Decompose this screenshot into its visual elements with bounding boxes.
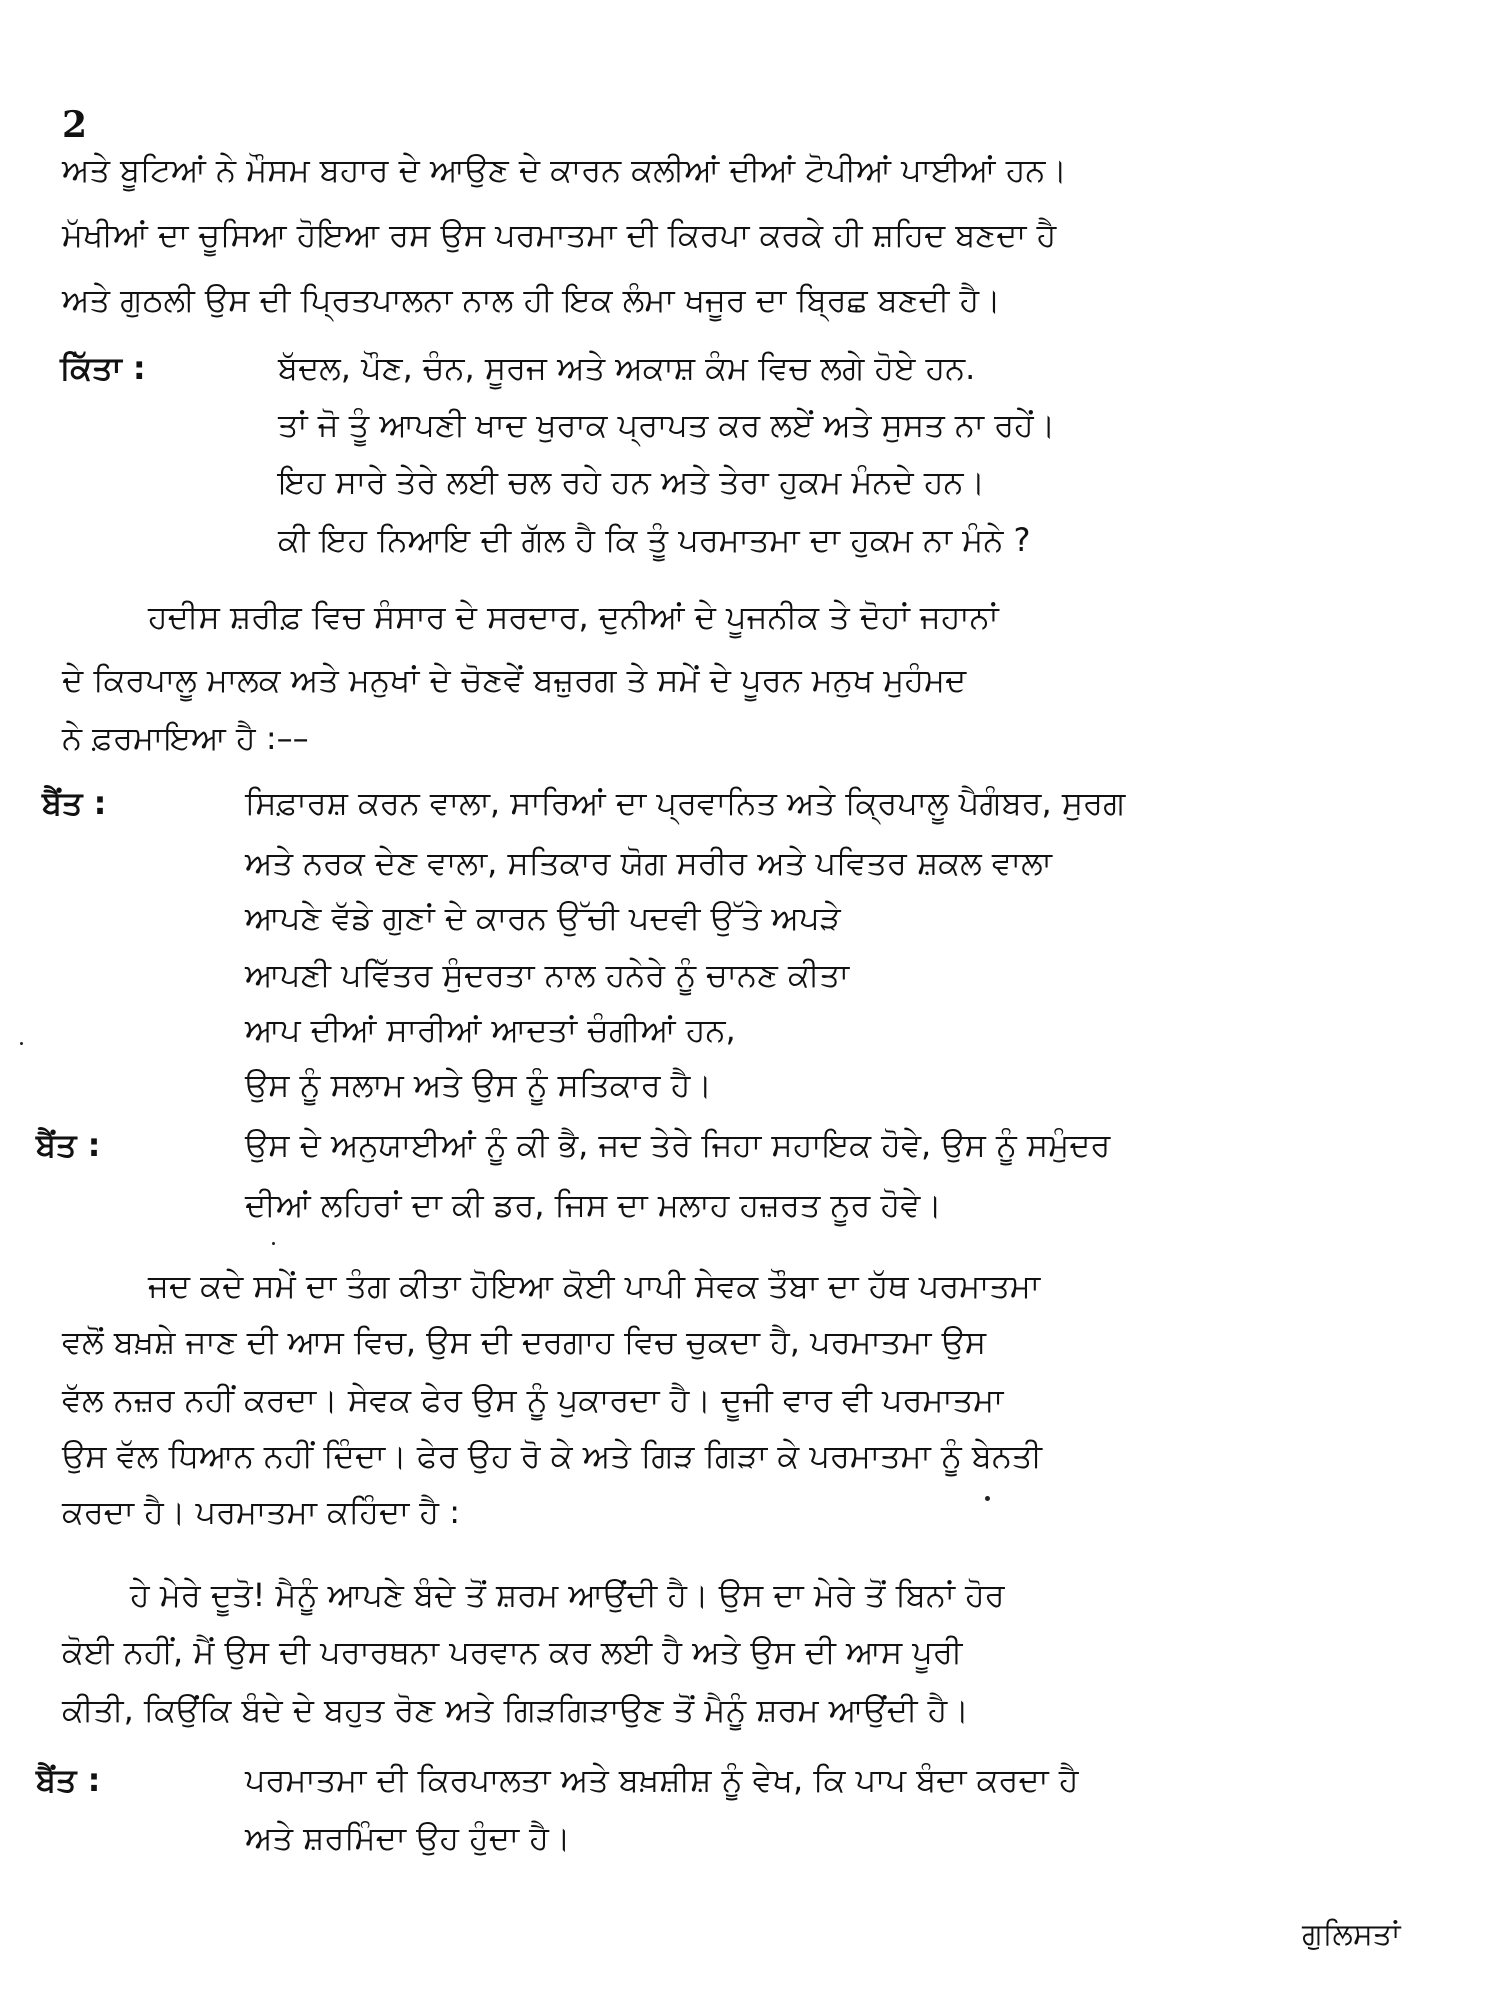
kitta-label: ਕਿੱਤਾ : bbox=[60, 349, 146, 387]
bait3-line-1: ਪਰਮਾਤਮਾ ਦੀ ਕਿਰਪਾਲਤਾ ਅਤੇ ਬਖ਼ਸ਼ੀਸ਼ ਨੂੰ ਵੇਖ, ਕਿ ਪਾਪ ਬੰਦਾ ਕਰਦਾ ਹੈ bbox=[245, 1761, 1079, 1799]
kitta-line-2: ਤਾਂ ਜੋ ਤੂੰ ਆਪਣੀ ਖਾਦ ਖੁਰਾਕ ਪ੍ਰਾਪਤ ਕਰ ਲਏਂ ਅਤੇ ਸੁਸਤ ਨਾ ਰਹੇਂ। bbox=[278, 406, 1056, 444]
source-attribution: ਗੁਲਿਸਤਾਂ bbox=[1302, 1917, 1401, 1952]
kitta-line-4: ਕੀ ਇਹ ਨਿਆਇ ਦੀ ਗੱਲ ਹੈ ਕਿ ਤੂੰ ਪਰਮਾਤਮਾ ਦਾ ਹੁਕਮ ਨਾ ਮੰਨੇ ? bbox=[278, 521, 1031, 559]
para3-line-1: ਜਦ ਕਦੇ ਸਮੇਂ ਦਾ ਤੰਗ ਕੀਤਾ ਹੋਇਆ ਕੋਈ ਪਾਪੀ ਸੇਵਕ ਤੌਬਾ ਦਾ ਹੱਥ ਪਰਮਾਤਮਾ bbox=[148, 1267, 1041, 1305]
bait1-line-6: ਉਸ ਨੂੰ ਸਲਾਮ ਅਤੇ ਉਸ ਨੂੰ ਸਤਿਕਾਰ ਹੈ। bbox=[245, 1066, 712, 1104]
para3-line-4: ਉਸ ਵੱਲ ਧਿਆਨ ਨਹੀਂ ਦਿੰਦਾ। ਫੇਰ ਉਹ ਰੋ ਕੇ ਅਤੇ ਗਿੜ ਗਿੜਾ ਕੇ ਪਰਮਾਤਮਾ ਨੂੰ ਬੇਨਤੀ bbox=[62, 1437, 1043, 1475]
para1-line-2: ਮੱਖੀਆਂ ਦਾ ਚੂਸਿਆ ਹੋਇਆ ਰਸ ਉਸ ਪਰਮਾਤਮਾ ਦੀ ਕਿਰਪਾ ਕਰਕੇ ਹੀ ਸ਼ਹਿਦ ਬਣਦਾ ਹੈ bbox=[62, 216, 1057, 254]
scan-speck bbox=[20, 1042, 23, 1045]
para4-line-2: ਕੋਈ ਨਹੀਂ, ਮੈਂ ਉਸ ਦੀ ਪਰਾਰਥਨਾ ਪਰਵਾਨ ਕਰ ਲਈ ਹੈ ਅਤੇ ਉਸ ਦੀ ਆਸ ਪੂਰੀ bbox=[62, 1633, 963, 1671]
para3-line-5: ਕਰਦਾ ਹੈ। ਪਰਮਾਤਮਾ ਕਹਿੰਦਾ ਹੈ : bbox=[62, 1493, 460, 1531]
para4-line-1: ਹੇ ਮੇਰੇ ਦੂਤੋ! ਮੈਨੂੰ ਆਪਣੇ ਬੰਦੇ ਤੋਂ ਸ਼ਰਮ ਆਉਂਦੀ ਹੈ। ਉਸ ਦਾ ਮੇਰੇ ਤੋਂ ਬਿਨਾਂ ਹੋਰ bbox=[130, 1576, 1005, 1614]
page-number: 2 bbox=[62, 104, 88, 146]
bait1-line-4: ਆਪਣੀ ਪਵਿੱਤਰ ਸੁੰਦਰਤਾ ਨਾਲ ਹਨੇਰੇ ਨੂੰ ਚਾਨਣ ਕੀਤਾ bbox=[245, 956, 850, 994]
para2-line-3: ਨੇ ਫ਼ਰਮਾਇਆ ਹੈ :–– bbox=[62, 719, 309, 757]
kitta-line-1: ਬੱਦਲ, ਪੌਣ, ਚੰਨ, ਸੂਰਜ ਅਤੇ ਅਕਾਸ਼ ਕੰਮ ਵਿਚ ਲਗੇ ਹੋਏ ਹਨ. bbox=[278, 349, 976, 387]
para2-line-2: ਦੇ ਕਿਰਪਾਲੂ ਮਾਲਕ ਅਤੇ ਮਨੁਖਾਂ ਦੇ ਚੋਣਵੇਂ ਬਜ਼ੁਰਗ ਤੇ ਸਮੇਂ ਦੇ ਪੂਰਨ ਮਨੁਖ ਮੁਹੰਮਦ bbox=[62, 661, 967, 699]
bait2-line-1: ਉਸ ਦੇ ਅਨੁਯਾਈਆਂ ਨੂੰ ਕੀ ਭੈ, ਜਦ ਤੇਰੇ ਜਿਹਾ ਸਹਾਇਕ ਹੋਵੇ, ਉਸ ਨੂੰ ਸਮੁੰਦਰ bbox=[245, 1126, 1111, 1164]
bait1-line-1: ਸਿਫ਼ਾਰਸ਼ ਕਰਨ ਵਾਲਾ, ਸਾਰਿਆਂ ਦਾ ਪ੍ਰਵਾਨਿਤ ਅਤੇ ਕ੍ਰਿਪਾਲੂ ਪੈਗੰਬਰ, ਸੁਰਗ bbox=[245, 784, 1126, 822]
para1-line-3: ਅਤੇ ਗੁਠਲੀ ਉਸ ਦੀ ਪ੍ਰਿਤਪਾਲਨਾ ਨਾਲ ਹੀ ਇਕ ਲੰਮਾ ਖਜੂਰ ਦਾ ਬ੍ਰਿਛ ਬਣਦੀ ਹੈ। bbox=[62, 281, 1001, 319]
para3-line-3: ਵੱਲ ਨਜ਼ਰ ਨਹੀਂ ਕਰਦਾ। ਸੇਵਕ ਫੇਰ ਉਸ ਨੂੰ ਪੁਕਾਰਦਾ ਹੈ। ਦੂਜੀ ਵਾਰ ਵੀ ਪਰਮਾਤਮਾ bbox=[62, 1381, 1004, 1419]
bait3-line-2: ਅਤੇ ਸ਼ਰਮਿੰਦਾ ਉਹ ਹੁੰਦਾ ਹੈ। bbox=[245, 1819, 571, 1857]
bait1-line-5: ਆਪ ਦੀਆਂ ਸਾਰੀਆਂ ਆਦਤਾਂ ਚੰਗੀਆਂ ਹਨ, bbox=[245, 1011, 736, 1049]
kitta-line-3: ਇਹ ਸਾਰੇ ਤੇਰੇ ਲਈ ਚਲ ਰਹੇ ਹਨ ਅਤੇ ਤੇਰਾ ਹੁਕਮ ਮੰਨਦੇ ਹਨ। bbox=[278, 463, 986, 501]
bait2-line-2: ਦੀਆਂ ਲਹਿਰਾਂ ਦਾ ਕੀ ਡਰ, ਜਿਸ ਦਾ ਮਲਾਹ ਹਜ਼ਰਤ ਨੂਰ ਹੋਵੇ। bbox=[245, 1186, 942, 1224]
bait1-line-2: ਅਤੇ ਨਰਕ ਦੇਣ ਵਾਲਾ, ਸਤਿਕਾਰ ਯੋਗ ਸਰੀਰ ਅਤੇ ਪਵਿਤਰ ਸ਼ਕਲ ਵਾਲਾ bbox=[245, 844, 1052, 882]
bait1-label: ਬੈਂਤ : bbox=[42, 784, 107, 822]
bait2-label: ਬੈਂਤ : bbox=[36, 1126, 101, 1164]
scan-speck bbox=[272, 1242, 275, 1245]
para4-line-3: ਕੀਤੀ, ਕਿਉਂਕਿ ਬੰਦੇ ਦੇ ਬਹੁਤ ਰੋਣ ਅਤੇ ਗਿੜਗਿੜਾਉਣ ਤੋਂ ਮੈਨੂੰ ਸ਼ਰਮ ਆਉਂਦੀ ਹੈ। bbox=[62, 1691, 969, 1729]
scan-speck bbox=[985, 1496, 990, 1501]
para1-line-1: ਅਤੇ ਬੂਟਿਆਂ ਨੇ ਮੌਸਮ ਬਹਾਰ ਦੇ ਆਉਣ ਦੇ ਕਾਰਨ ਕਲੀਆਂ ਦੀਆਂ ਟੋਪੀਆਂ ਪਾਈਆਂ ਹਨ। bbox=[62, 151, 1067, 189]
para2-line-1: ਹਦੀਸ ਸ਼ਰੀਫ਼ ਵਿਚ ਸੰਸਾਰ ਦੇ ਸਰਦਾਰ, ਦੁਨੀਆਂ ਦੇ ਪੂਜਨੀਕ ਤੇ ਦੋਹਾਂ ਜਹਾਨਾਂ bbox=[148, 598, 999, 636]
bait3-label: ਬੈਂਤ : bbox=[36, 1761, 101, 1799]
para3-line-2: ਵਲੋਂ ਬਖ਼ਸ਼ੇ ਜਾਣ ਦੀ ਆਸ ਵਿਚ, ਉਸ ਦੀ ਦਰਗਾਹ ਵਿਚ ਚੁਕਦਾ ਹੈ, ਪਰਮਾਤਮਾ ਉਸ bbox=[62, 1323, 987, 1361]
bait1-line-3: ਆਪਣੇ ਵੱਡੇ ਗੁਣਾਂ ਦੇ ਕਾਰਨ ਉੱਚੀ ਪਦਵੀ ਉੱਤੇ ਅਪੜੇ bbox=[245, 899, 841, 937]
